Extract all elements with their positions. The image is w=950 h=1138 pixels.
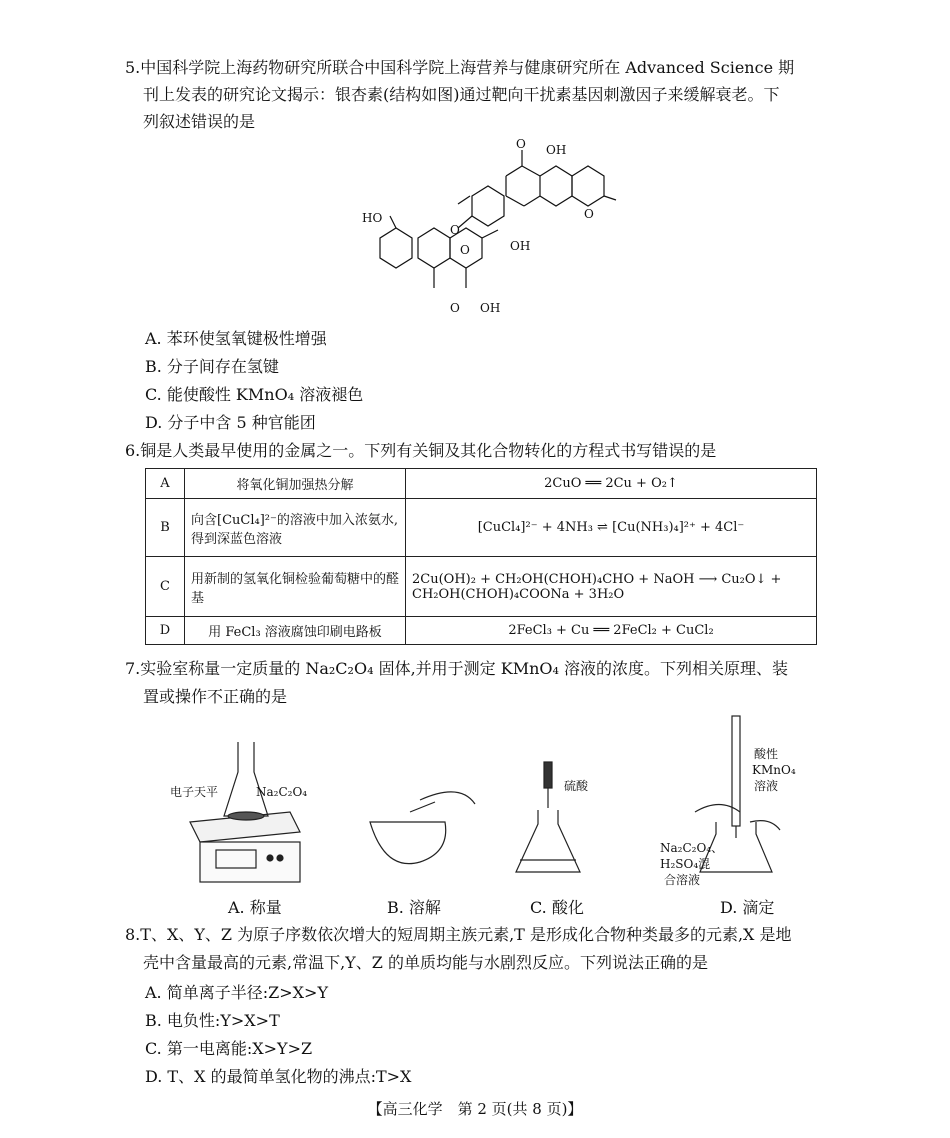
- label-titrant-3: 溶液: [754, 779, 779, 793]
- row-desc: 向含[CuCl₄]²⁻的溶液中加入浓氨水,得到深蓝色溶液: [185, 499, 406, 557]
- q7-stem-line-1: 7.实验室称量一定质量的 Na₂C₂O₄ 固体,并用于测定 KMnO₄ 溶液的浓度。下列相关原理、装: [125, 659, 789, 678]
- ginkgetin-structure-diagram: [360, 138, 620, 318]
- q7-apparatus-figure: [160, 712, 800, 892]
- q7-stem-line-2: 置或操作不正确的是: [143, 687, 288, 706]
- q5-option-c: C. 能使酸性 KMnO₄ 溶液褪色: [145, 385, 364, 404]
- label-mix-1: Na₂C₂O₄、: [660, 841, 724, 855]
- q6-stem: 6.铜是人类最早使用的金属之一。下列有关铜及其化合物转化的方程式书写错误的是: [125, 441, 717, 460]
- q5-option-b: B. 分子间存在氢键: [145, 357, 279, 376]
- q5-option-d: D. 分子中含 5 种官能团: [145, 413, 316, 432]
- q8-stem-line-1: 8.T、X、Y、Z 为原子序数依次增大的短周期主族元素,T 是形成化合物种类最多的元素,X 是地: [125, 925, 792, 944]
- row-id: D: [146, 617, 185, 645]
- label-mix-3: 合溶液: [664, 873, 701, 887]
- row-eq: 2CuO ══ 2Cu + O₂↑: [406, 469, 817, 499]
- row-eq: 2FeCl₃ + Cu ══ 2FeCl₂ + CuCl₂: [406, 617, 817, 645]
- table-row: [146, 617, 817, 645]
- label-o-carbonyl-bottom: O: [450, 301, 460, 315]
- label-titrant-2: KMnO₄: [752, 763, 796, 777]
- label-oh-mid: OH: [510, 239, 531, 253]
- label-mix-2: H₂SO₄混: [660, 857, 711, 871]
- q5-stem-line-1: 5.中国科学院上海药物研究所联合中国科学院上海营养与健康研究所在 Advanced Science 期: [125, 58, 795, 77]
- q6-equation-table: [145, 468, 817, 645]
- row-id: A: [146, 469, 185, 499]
- label-o-methoxy-mid: O: [450, 223, 460, 237]
- q7-caption-c: C. 酸化: [530, 898, 584, 917]
- q8-option-b: B. 电负性:Y>X>T: [145, 1011, 280, 1030]
- row-eq: 2Cu(OH)₂ + CH₂OH(CHOH)₄CHO + NaOH ⟶ Cu₂O↓ + CH₂OH(CHOH)₄COONa + 3H₂O: [406, 557, 817, 617]
- label-oh-top: OH: [546, 143, 567, 157]
- row-desc: 用 FeCl₃ 溶液腐蚀印刷电路板: [185, 617, 406, 645]
- q8-option-d: D. T、X 的最简单氢化物的沸点:T>X: [145, 1067, 412, 1086]
- label-acid: 硫酸: [564, 779, 589, 793]
- label-titrant-1: 酸性: [754, 747, 779, 761]
- q5-stem-line-3: 列叙述错误的是: [143, 112, 256, 131]
- label-reagent: Na₂C₂O₄: [256, 785, 308, 799]
- q8-option-a: A. 简单离子半径:Z>X>Y: [145, 983, 329, 1002]
- q5-option-a: A. 苯环使氢氧键极性增强: [145, 329, 327, 348]
- q8-stem-line-2: 壳中含量最高的元素,常温下,Y、Z 的单质均能与水剧烈反应。下列说法正确的是: [143, 953, 708, 972]
- q8-option-c: C. 第一电离能:X>Y>Z: [145, 1039, 313, 1058]
- label-ho-left: HO: [362, 211, 383, 225]
- table-row: [146, 499, 817, 557]
- row-desc: 用新制的氢氧化铜检验葡萄糖中的醛基: [185, 557, 406, 617]
- page-footer: 【高三化学 第 2 页(共 8 页)】: [367, 1100, 583, 1118]
- table-row: [146, 469, 817, 499]
- q7-caption-a: A. 称量: [228, 898, 282, 917]
- row-id: B: [146, 499, 185, 557]
- q5-stem-line-2: 刊上发表的研究论文揭示：银杏素(结构如图)通过靶向干扰素基因刺激因子来缓解衰老。下: [143, 85, 780, 104]
- label-o-methoxy-right: O: [584, 207, 594, 221]
- table-row: [146, 557, 817, 617]
- q7-caption-d: D. 滴定: [720, 898, 775, 917]
- label-balance: 电子天平: [170, 785, 219, 799]
- label-o-carbonyl-top: O: [516, 138, 526, 151]
- q7-caption-b: B. 溶解: [387, 898, 441, 917]
- row-id: C: [146, 557, 185, 617]
- row-desc: 将氧化铜加强热分解: [185, 469, 406, 499]
- label-o-ring: O: [460, 243, 470, 257]
- row-eq: [CuCl₄]²⁻ + 4NH₃ ⇌ [Cu(NH₃)₄]²⁺ + 4Cl⁻: [406, 499, 817, 557]
- label-oh-bottom: OH: [480, 301, 501, 315]
